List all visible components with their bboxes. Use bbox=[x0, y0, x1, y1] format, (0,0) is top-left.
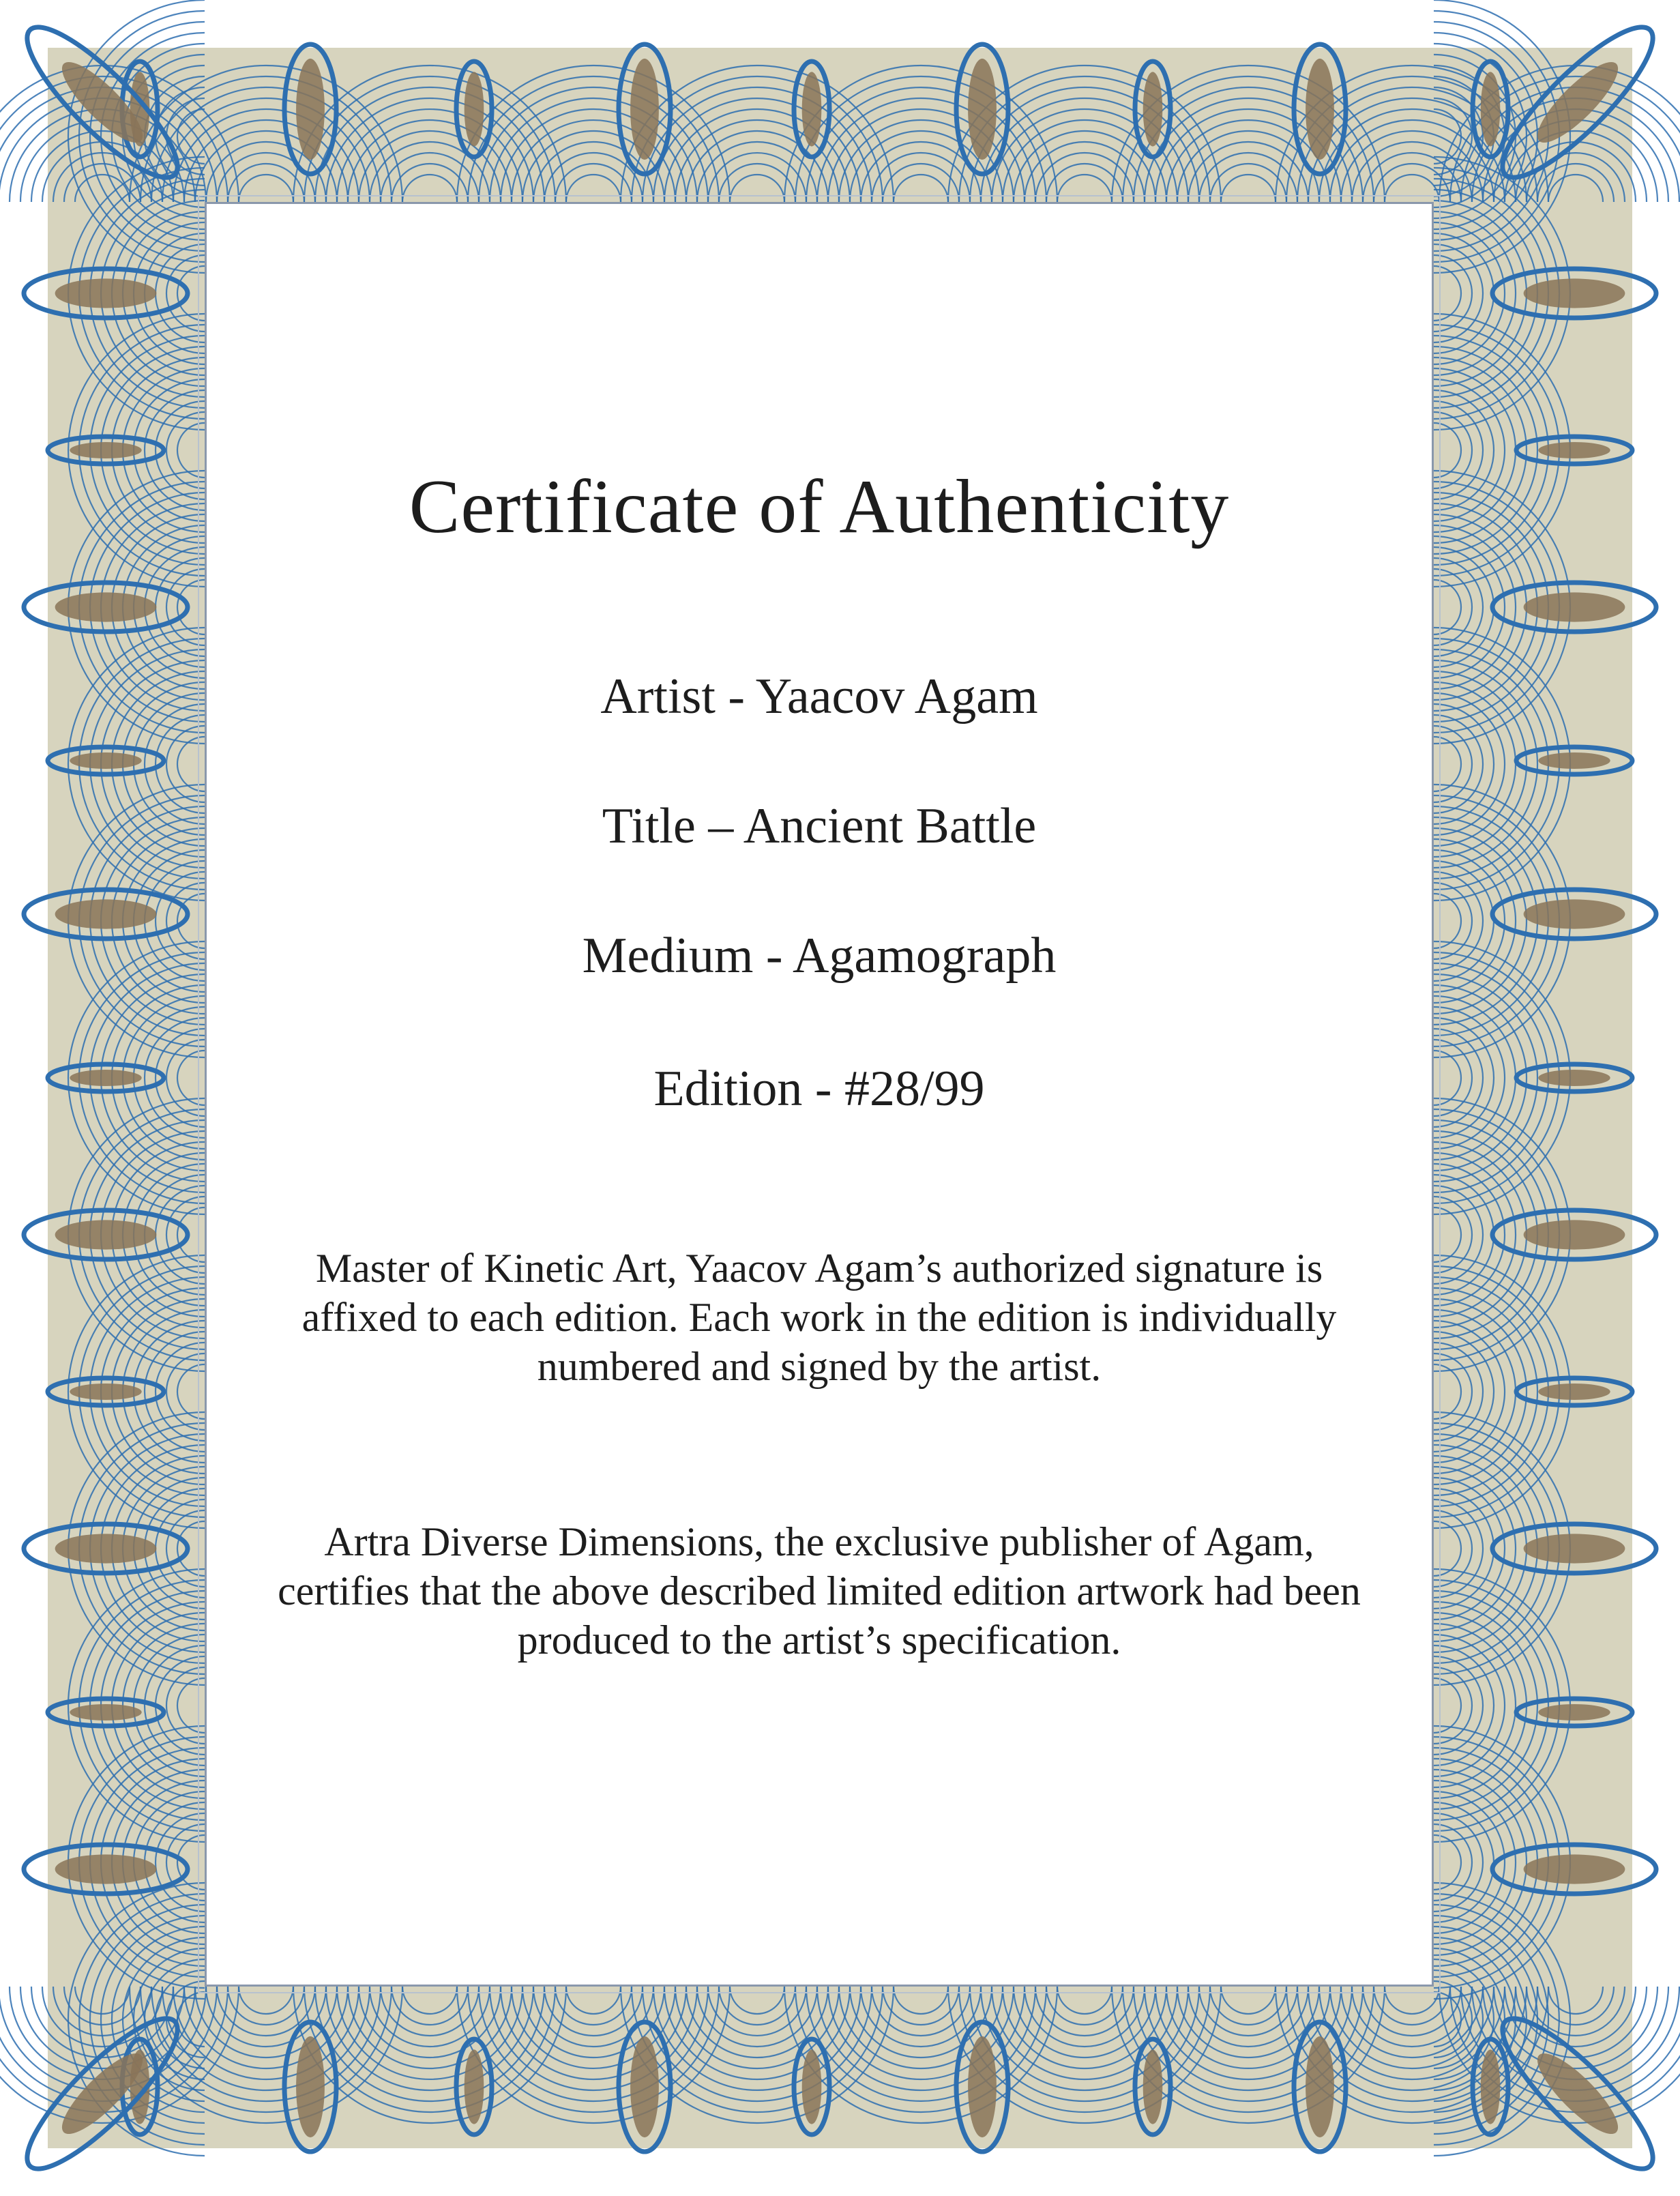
border-oval-fill bbox=[630, 59, 659, 160]
border-oval-fill bbox=[630, 2036, 659, 2137]
border-oval-fill bbox=[968, 2036, 997, 2137]
border-oval-fill bbox=[296, 59, 325, 160]
border-oval-fill bbox=[70, 442, 141, 458]
border-oval-fill bbox=[968, 59, 997, 160]
border-oval-fill bbox=[1524, 278, 1625, 308]
border-oval-fill bbox=[1538, 1384, 1610, 1400]
border-oval-fill bbox=[70, 1070, 141, 1086]
border-oval-fill bbox=[1538, 752, 1610, 769]
artwork-title-field: Title – Ancient Battle bbox=[602, 798, 1037, 854]
border-oval-fill bbox=[1538, 1070, 1610, 1086]
border-oval-fill bbox=[70, 1704, 141, 1721]
border-oval-fill bbox=[296, 2036, 325, 2137]
artist-field: Artist - Yaacov Agam bbox=[600, 669, 1038, 724]
border-oval-fill bbox=[1538, 442, 1610, 458]
edition-field: Edition - #28/99 bbox=[653, 1061, 985, 1117]
border-oval-fill bbox=[1143, 2049, 1163, 2124]
border-oval-fill bbox=[55, 899, 157, 928]
border-oval-fill bbox=[55, 1220, 157, 1249]
border-oval-fill bbox=[1306, 59, 1334, 160]
paragraph-line: numbered and signed by the artist. bbox=[537, 1344, 1102, 1389]
border-oval-fill bbox=[1524, 1534, 1625, 1563]
signature-statement-paragraph bbox=[207, 1244, 1432, 1391]
border-oval-fill bbox=[70, 1384, 141, 1400]
border-oval-fill bbox=[55, 278, 157, 308]
border-oval-fill bbox=[70, 752, 141, 769]
certificate-heading: Certificate of Authenticity bbox=[409, 465, 1230, 549]
border-oval-fill bbox=[802, 72, 822, 146]
publisher-statement-paragraph bbox=[207, 1517, 1432, 1665]
border-oval-fill bbox=[1524, 1854, 1625, 1884]
certificate-panel bbox=[205, 202, 1434, 1987]
border-oval-fill bbox=[465, 2049, 484, 2124]
border-oval-fill bbox=[1143, 72, 1163, 146]
border-oval-fill bbox=[1481, 72, 1501, 146]
border-oval-fill bbox=[1524, 592, 1625, 621]
paragraph-line: Artra Diverse Dimensions, the exclusive publisher of Agam, bbox=[324, 1519, 1314, 1564]
border-oval-fill bbox=[465, 72, 484, 146]
paragraph-line: certifies that the above described limited edition artwork had been bbox=[278, 1568, 1361, 1613]
paragraph-line: Master of Kinetic Art, Yaacov Agam’s authorized signature is bbox=[315, 1246, 1323, 1291]
border-oval-fill bbox=[802, 2049, 822, 2124]
border-oval-fill bbox=[55, 1534, 157, 1563]
border-oval-fill bbox=[1538, 1704, 1610, 1721]
medium-field: Medium - Agamograph bbox=[582, 928, 1057, 984]
paragraph-line: affixed to each edition. Each work in the edition is individually bbox=[301, 1295, 1337, 1340]
border-oval-fill bbox=[1524, 1220, 1625, 1249]
border-oval-fill bbox=[1524, 899, 1625, 928]
border-oval-fill bbox=[55, 592, 157, 621]
paragraph-line: produced to the artist’s specification. bbox=[517, 1617, 1121, 1663]
border-oval-fill bbox=[55, 1854, 157, 1884]
border-oval-fill bbox=[1481, 2049, 1501, 2124]
border-oval-fill bbox=[1306, 2036, 1334, 2137]
